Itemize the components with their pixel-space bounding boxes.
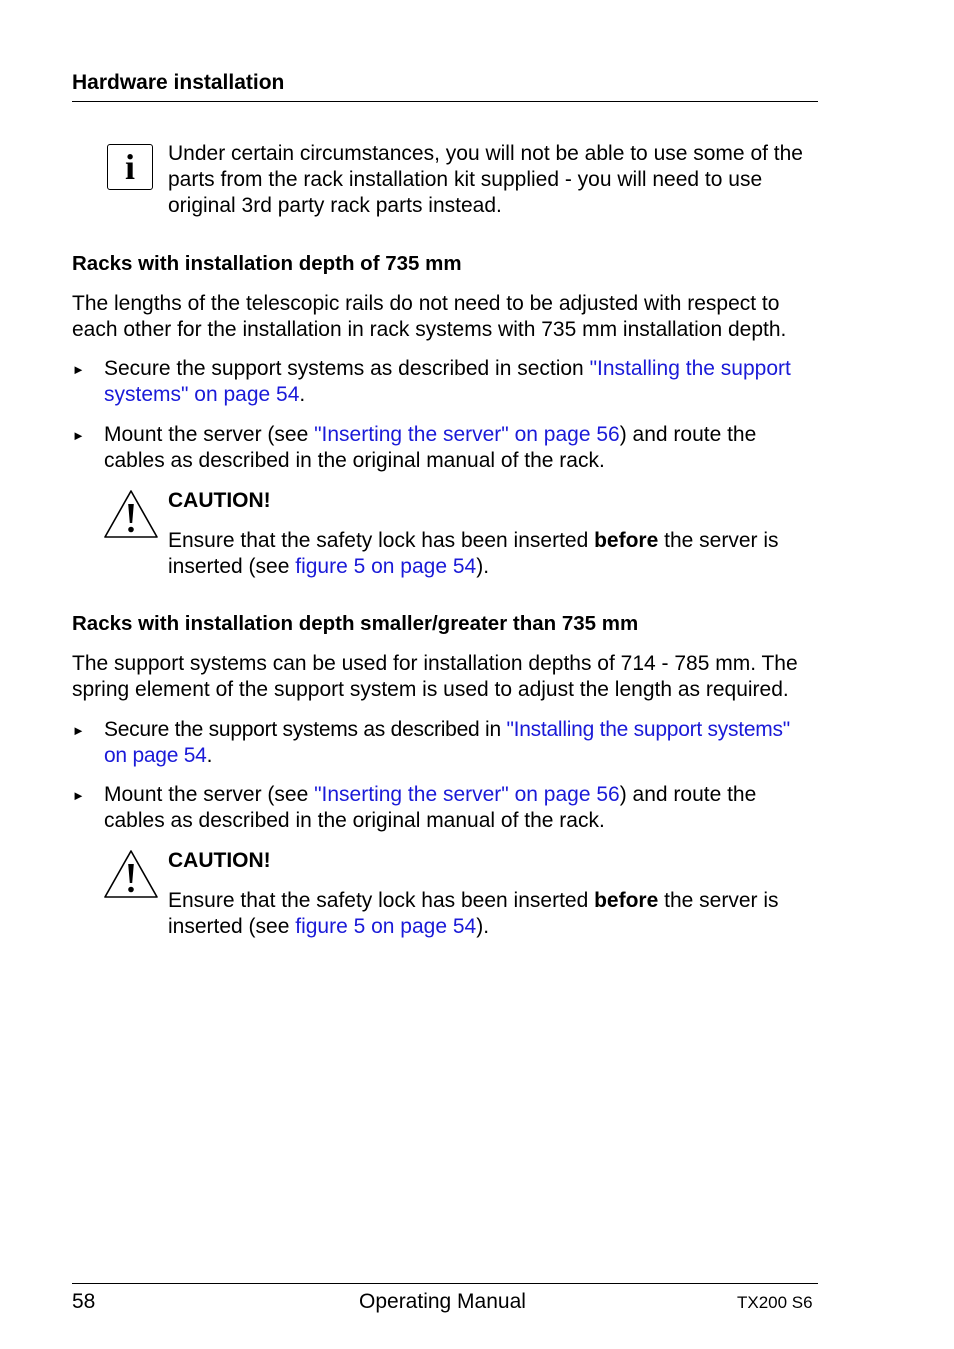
warning-icon xyxy=(104,850,160,900)
cross-reference-link[interactable]: "Installing the support systems" on page 54 xyxy=(104,357,791,406)
bullet-arrow-icon: ► xyxy=(72,428,85,443)
step-item xyxy=(104,422,816,474)
info-note-text: Under certain circumstances, you will not be able to use some of the parts from the rack installation kit supplied - you will need to use original 3rd party rack parts instead. xyxy=(168,142,803,217)
step-item xyxy=(104,356,816,408)
caution-emphasis: before xyxy=(594,529,659,552)
caution-text-part: ). xyxy=(476,915,490,938)
step-text: ) and route the cables as described in the original manual of the rack. xyxy=(104,783,757,832)
page-number: 58 xyxy=(72,1290,96,1313)
caution-text xyxy=(168,888,818,940)
step-text: ) and route the cables as described in the original manual of the rack. xyxy=(104,423,757,472)
section-intro: The lengths of the telescopic rails do not need to be adjusted with respect to each other for the installation in rack systems with 735 mm installation depth. xyxy=(72,292,787,341)
step-item xyxy=(104,717,816,769)
footer-product-name: TX200 S6 xyxy=(737,1293,813,1312)
step-text: Secure the support systems as described in xyxy=(104,718,507,741)
section-heading: Racks with installation depth smaller/greater than 735 mm xyxy=(72,612,639,635)
caution-title: CAUTION! xyxy=(168,849,271,872)
caution-emphasis: before xyxy=(594,889,659,912)
bullet-arrow-icon: ► xyxy=(72,723,85,738)
caution-text-part: Ensure that the safety lock has been inserted xyxy=(168,889,595,912)
cross-reference-link[interactable]: "Installing the support systems" on page 54 xyxy=(104,718,790,767)
bullet-arrow-icon: ► xyxy=(72,788,85,803)
caution-text-part: Ensure that the safety lock has been inserted xyxy=(168,529,595,552)
caution-title: CAUTION! xyxy=(168,489,271,512)
section-heading: Racks with installation depth of 735 mm xyxy=(72,252,462,275)
header-rule xyxy=(72,101,818,102)
bullet-arrow-icon: ► xyxy=(72,362,85,377)
cross-reference-link[interactable]: "Inserting the server" on page 56 xyxy=(314,423,620,446)
warning-icon xyxy=(104,490,160,540)
cross-reference-link[interactable]: "Inserting the server" on page 56 xyxy=(314,783,620,806)
figure-reference-link[interactable]: figure 5 on page 54 xyxy=(295,915,477,938)
caution-text xyxy=(168,528,818,580)
footer-manual-title: Operating Manual xyxy=(359,1290,526,1313)
step-item xyxy=(104,782,816,834)
section-intro: The support systems can be used for installation depths of 714 - 785 mm. The spring element of the support system is used to adjust the length as required. xyxy=(72,652,798,701)
step-text: . xyxy=(206,744,213,767)
step-text: Secure the support systems as described in section xyxy=(104,357,590,380)
footer-rule xyxy=(72,1283,818,1284)
step-text: Mount the server (see xyxy=(104,423,315,446)
caution-text-part: ). xyxy=(476,555,490,578)
step-text: Mount the server (see xyxy=(104,783,315,806)
info-icon: i xyxy=(107,144,153,190)
running-header: Hardware installation xyxy=(72,71,285,94)
caution-text-part: the server is inserted (see xyxy=(168,889,779,938)
figure-reference-link[interactable]: figure 5 on page 54 xyxy=(295,555,477,578)
step-text: . xyxy=(299,383,306,406)
caution-text-part: the server is inserted (see xyxy=(168,529,779,578)
